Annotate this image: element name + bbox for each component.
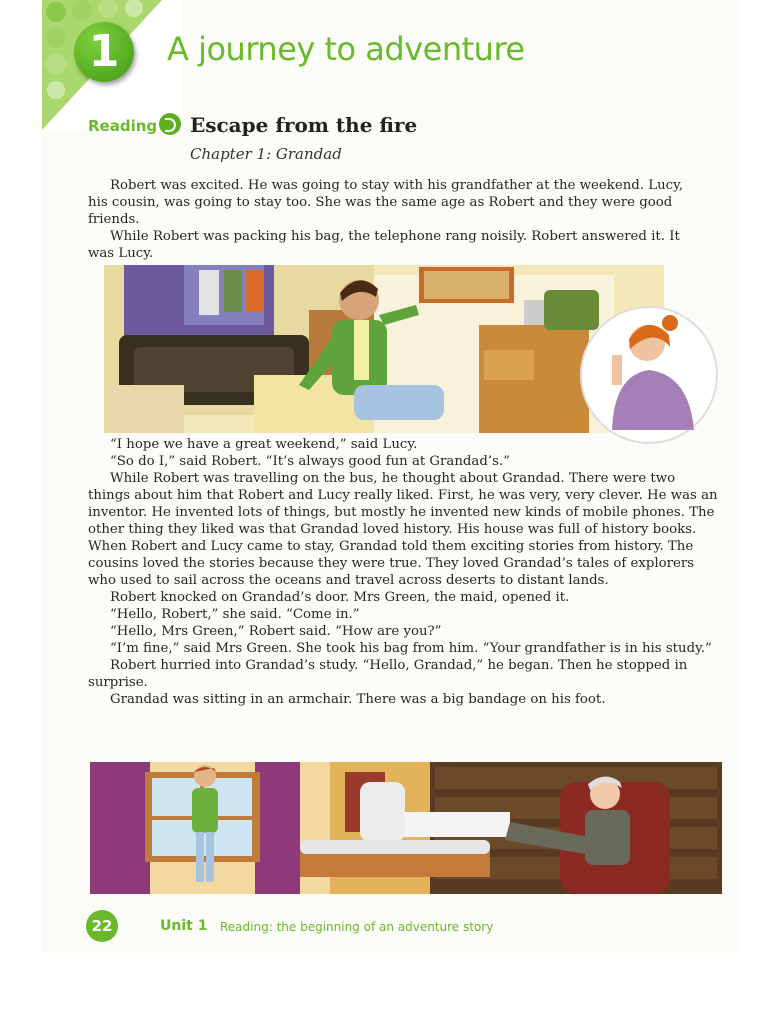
- text-block-bottom: [88, 436, 718, 708]
- page-number: 22: [86, 910, 118, 942]
- illustration-robert-phone: [104, 265, 714, 433]
- paragraph: “I hope we have a great weekend,” said Lucy.: [110, 437, 418, 452]
- footer-unit-label: Unit 1: [160, 918, 208, 934]
- footer-description: Reading: the beginning of an adventure story: [220, 920, 494, 934]
- audio-icon: [159, 113, 181, 135]
- paragraph: “I’m fine,” said Mrs Green. She took his bag from him. “Your grandfather is in his study.”: [110, 641, 712, 656]
- text-block-top: [88, 177, 698, 262]
- paragraph: Robert hurried into Grandad’s study. “Hello, Grandad,” he began. Then he stopped in surprise.: [88, 658, 688, 690]
- paragraph: “So do I,” said Robert. “It’s always good fun at Grandad’s.”: [110, 454, 510, 469]
- paragraph: Robert was excited. He was going to stay with his grandfather at the weekend. Lucy, his cousin, was going to stay too. She was the same age as Robert and they were good friends.: [88, 178, 684, 227]
- paragraph: Robert knocked on Grandad’s door. Mrs Green, the maid, opened it.: [110, 590, 570, 605]
- reading-label: Reading: [88, 117, 158, 135]
- paragraph: While Robert was travelling on the bus, he thought about Grandad. There were two things about him that Robert and Lucy really liked. First, he was very, very clever. He was an inventor. He invented lots of things, but mostly he invented new kinds of mobile phones. The other thing they liked was that Grandad loved history. His house was full of history books. When Robert and Lucy came to stay, Grandad told them exciting stories from history. The cousins loved the stories because they were true. They loved Grandad’s tales of explorers who used to sail across the oceans and travel across deserts to distant lands.: [88, 471, 718, 588]
- paragraph: “Hello, Robert,” she said. “Come in.”: [110, 607, 360, 622]
- paragraph: While Robert was packing his bag, the telephone rang noisily. Robert answered it. It was Lucy.: [88, 229, 680, 261]
- story-title: Escape from the fire: [190, 113, 418, 137]
- paragraph: “Hello, Mrs Green,” Robert said. “How are you?”: [110, 624, 442, 639]
- unit-title: A journey to adventure: [167, 30, 525, 68]
- textbook-page: [42, 0, 740, 952]
- paragraph: Grandad was sitting in an armchair. There was a big bandage on his foot.: [110, 692, 606, 707]
- chapter-title: Chapter 1: Grandad: [190, 145, 342, 163]
- unit-number-badge: 1: [74, 22, 134, 82]
- illustration-grandad-study: [90, 762, 722, 894]
